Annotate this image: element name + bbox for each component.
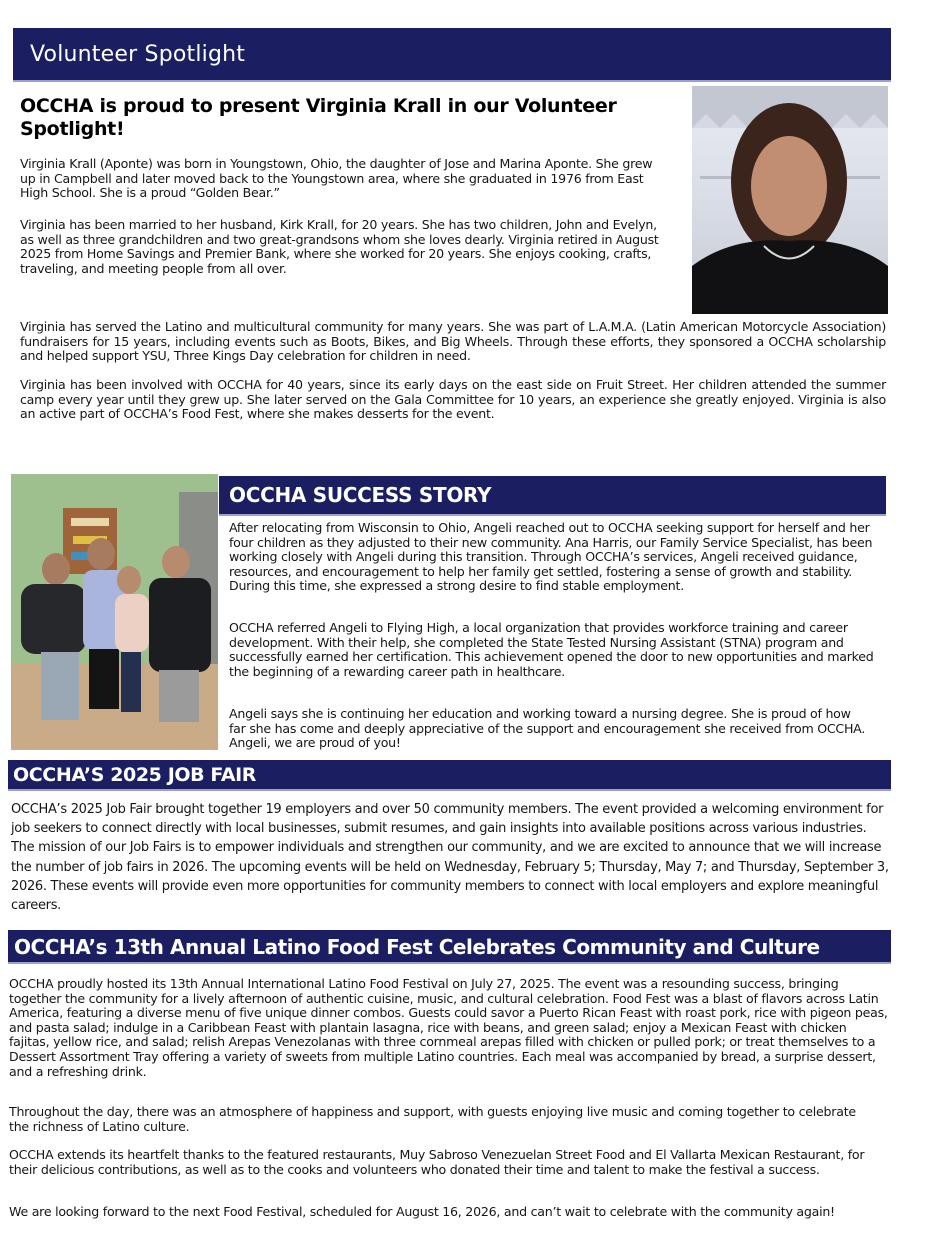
success-story-photo: [11, 474, 218, 750]
volunteer-paragraph: Virginia has been married to her husband, Kirk Krall, for 20 years. She has two children, John and Evelyn, as well as three grandchildren and two great-grandsons whom she loves dearly. Virginia retired in August 2025 from Home Savings and Premier Bank, where she worked for 20 years. She enjoys cooking, crafts, traveling, and meeting people from all over.: [20, 217, 659, 276]
volunteer-spotlight-title: Volunteer Spotlight: [30, 42, 246, 67]
food-fest-header: [8, 930, 891, 964]
success-story-paragraph: Angeli says she is continuing her education and working toward a nursing degree. She is proud of how far she has come and deeply appreciative of the support and encouragement she received from OCCHA. Angeli, we are proud of you!: [229, 706, 866, 751]
family-photo-image: [11, 474, 218, 750]
portrait-photo-image: [692, 86, 888, 314]
volunteer-spotlight-header: [13, 28, 891, 82]
food-fest-paragraph: OCCHA extends its heartfelt thanks to the featured restaurants, Muy Sabroso Venezuelan Street Food and El Vallarta Mexican Restaurant, for their delicious contributions, as well as to the cooks and volunteers who donated their time and talent to make the festival a success.: [9, 1147, 865, 1177]
volunteer-paragraph: Virginia has been involved with OCCHA for 40 years, since its early days on the east side on Fruit Street. Her children attended the summer camp every year until they grew up. She later served on the Gala Committee for 10 years, an experience she greatly enjoyed. Virginia is also an active part of OCCHA’s Food Fest, where she makes desserts for the event.: [20, 377, 886, 422]
success-story-paragraph: After relocating from Wisconsin to Ohio, Angeli reached out to OCCHA seeking support for herself and her four children as they adjusted to their new community. Ana Harris, our Family Service Specialist, has been working closely with Angeli during this transition. Through OCCHA’s services, Angeli received guidance, resources, and encouragement to help her family get settled, fostering a sense of growth and stability. During this time, she expressed a strong desire to find stable employment.: [229, 520, 873, 594]
food-fest-paragraph: We are looking forward to the next Food Festival, scheduled for August 16, 2026, and can’t wait to celebrate with the community again!: [9, 1204, 835, 1219]
food-fest-paragraph: OCCHA proudly hosted its 13th Annual International Latino Food Festival on July 27, 2025. The event was a resounding success, bringing together the community for a lively afternoon of authentic cuisine, music, and cultural celebration. Food Fest was a blast of flavors across Latin America, featuring a diverse menu of five unique dinner combos. Guests could savor a Puerto Rican Feast with roast pork, rice with pigeon peas, and pasta salad; indulge in a Caribbean Feast with plantain lasagna, rice with beans, and green salad; enjoy a Mexican Feast with chicken fajitas, yellow rice, and salad; relish Arepas Venezolanas with three cornmeal arepas filled with chicken or pulled pork; or treat themselves to a Dessert Assortment Tray offering a variety of sweets from multiple Latino countries. Each meal was accompanied by bread, a surprise dessert, and a refreshing drink.: [9, 976, 888, 1079]
volunteer-paragraph: Virginia has served the Latino and multicultural community for many years. She was part of L.A.M.A. (Latin American Motorcycle Association) fundraisers for 15 years, including events such as Boots, Bikes, and Big Wheels. Through these efforts, they sponsored a OCCHA scholarship and helped support YSU, Three Kings Day celebration for children in need.: [20, 319, 886, 364]
volunteer-spotlight-heading: OCCHA is proud to present Virginia Krall in our Volunteer Spotlight!: [20, 95, 617, 140]
job-fair-paragraph: OCCHA’s 2025 Job Fair brought together 19 employers and over 50 community members. The event provided a welcoming environment for job seekers to connect directly with local businesses, submit resumes, and gain insights into available positions across various industries. The mission of our Job Fairs is to empower individuals and strengthen our community, and we are excited to announce that we will increase the number of job fairs in 2026. The upcoming events will be held on Wednesday, February 5; Thursday, May 7; and Thursday, September 3, 2026. These events will provide even more opportunities for community members to connect with local employers and explore meaningful careers.: [11, 802, 889, 914]
volunteer-paragraph: Virginia Krall (Aponte) was born in Youngstown, Ohio, the daughter of Jose and Marina Aponte. She grew up in Campbell and later moved back to the Youngstown area, where she graduated in 1976 from East High School. She is a proud “Golden Bear.”: [20, 156, 653, 201]
job-fair-title: OCCHA’S 2025 JOB FAIR: [13, 764, 257, 786]
success-story-header: [219, 476, 886, 516]
job-fair-header: [8, 760, 891, 791]
food-fest-title: OCCHA’s 13th Annual Latino Food Fest Celebrates Community and Culture: [14, 935, 820, 959]
success-story-paragraph: OCCHA referred Angeli to Flying High, a local organization that provides workforce training and career development. With their help, she completed the State Tested Nursing Assistant (STNA) program and successfully earned her certification. This achievement opened the door to new opportunities and marked the beginning of a rewarding career path in healthcare.: [229, 620, 874, 679]
virginia-krall-photo: [692, 86, 888, 314]
success-story-title: OCCHA SUCCESS STORY: [229, 483, 492, 507]
food-fest-paragraph: Throughout the day, there was an atmosphere of happiness and support, with guests enjoying live music and coming together to celebrate the richness of Latino culture.: [9, 1104, 856, 1134]
